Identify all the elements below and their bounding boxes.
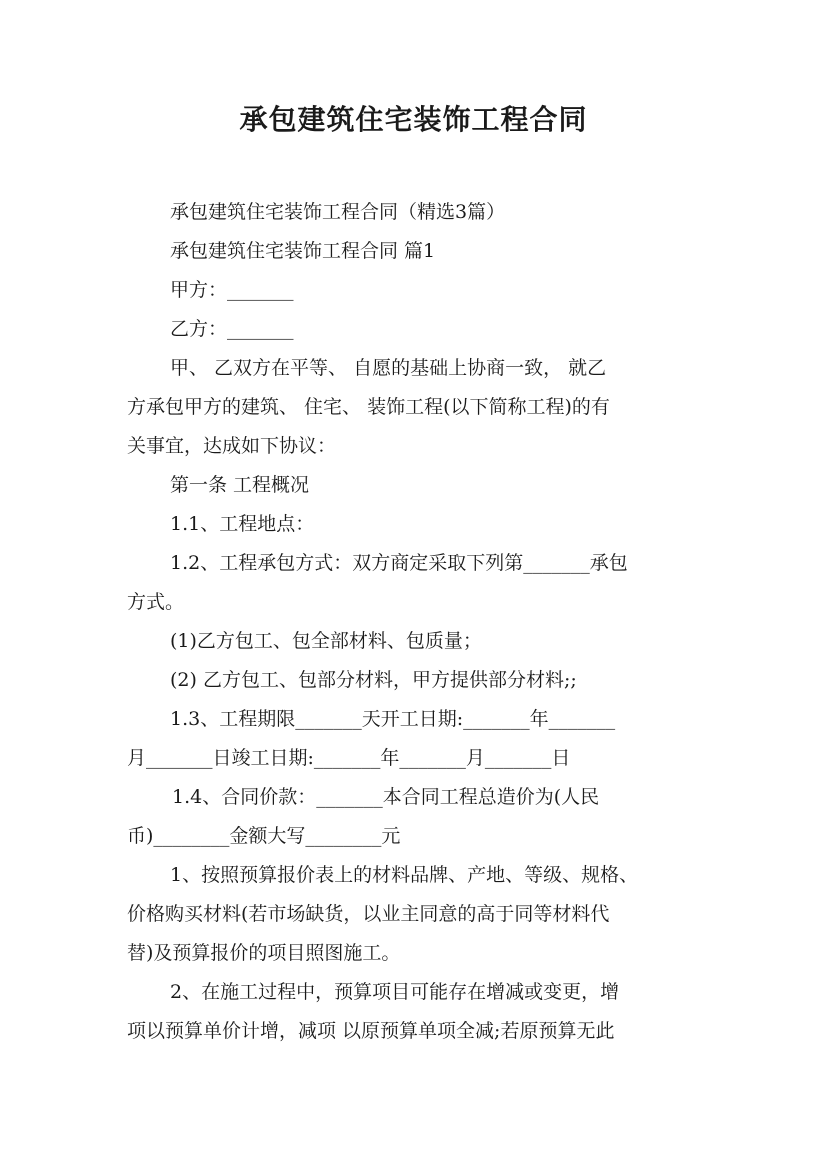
party-a-line: 甲方：_______ xyxy=(170,279,294,301)
paragraph-line: 关事宜，达成如下协议： xyxy=(127,435,337,457)
clause-line: 替)及预算报价的项目照图施工。 xyxy=(127,942,401,964)
clause-line: 月_______日竣工日期:_______年_______月_______日 xyxy=(127,747,571,769)
clause-line: 币)________金额大写________元 xyxy=(127,825,401,847)
clause-line: 1.2、工程承包方式：双方商定采取下列第_______承包 xyxy=(170,552,628,574)
clause-line: 2、在施工过程中，预算项目可能存在增减或变更，增 xyxy=(170,981,620,1003)
clause-line: 1.4、合同价款：_______本合同工程总造价为(人民 xyxy=(172,786,600,808)
paragraph-line: 甲、 乙双方在平等、 自愿的基础上协商一致， 就乙 xyxy=(170,357,607,379)
clause-line: 价格购买材料(若市场缺货，以业主同意的高于同等材料代 xyxy=(127,903,610,925)
clause-line: 项以预算单价计增，减项 以原预算单项全减;若原预算无此 xyxy=(127,1020,615,1042)
clause-line: 1、按照预算报价表上的材料品牌、产地、等级、规格、 xyxy=(170,864,639,886)
article-heading: 第一条 工程概况 xyxy=(170,474,310,496)
clause-line: (2) 乙方包工、包部分材料，甲方提供部分材料;; xyxy=(170,669,577,691)
clause-line: 1.1、工程地点： xyxy=(170,513,315,535)
clause-line: 1.3、工程期限_______天开工日期:_______年_______ xyxy=(170,708,616,730)
paragraph-line: 方承包甲方的建筑、 住宅、 装饰工程(以下简称工程)的有 xyxy=(127,396,610,418)
clause-line: 方式。 xyxy=(127,591,185,613)
document-title: 承包建筑住宅装饰工程合同 xyxy=(239,103,588,136)
party-b-line: 乙方：_______ xyxy=(170,318,294,340)
clause-line: (1)乙方包工、包全部材料、包质量； xyxy=(170,630,482,652)
subtitle-line: 承包建筑住宅装饰工程合同（精选3篇） xyxy=(170,201,506,223)
section-heading: 承包建筑住宅装饰工程合同 篇1 xyxy=(170,240,436,262)
